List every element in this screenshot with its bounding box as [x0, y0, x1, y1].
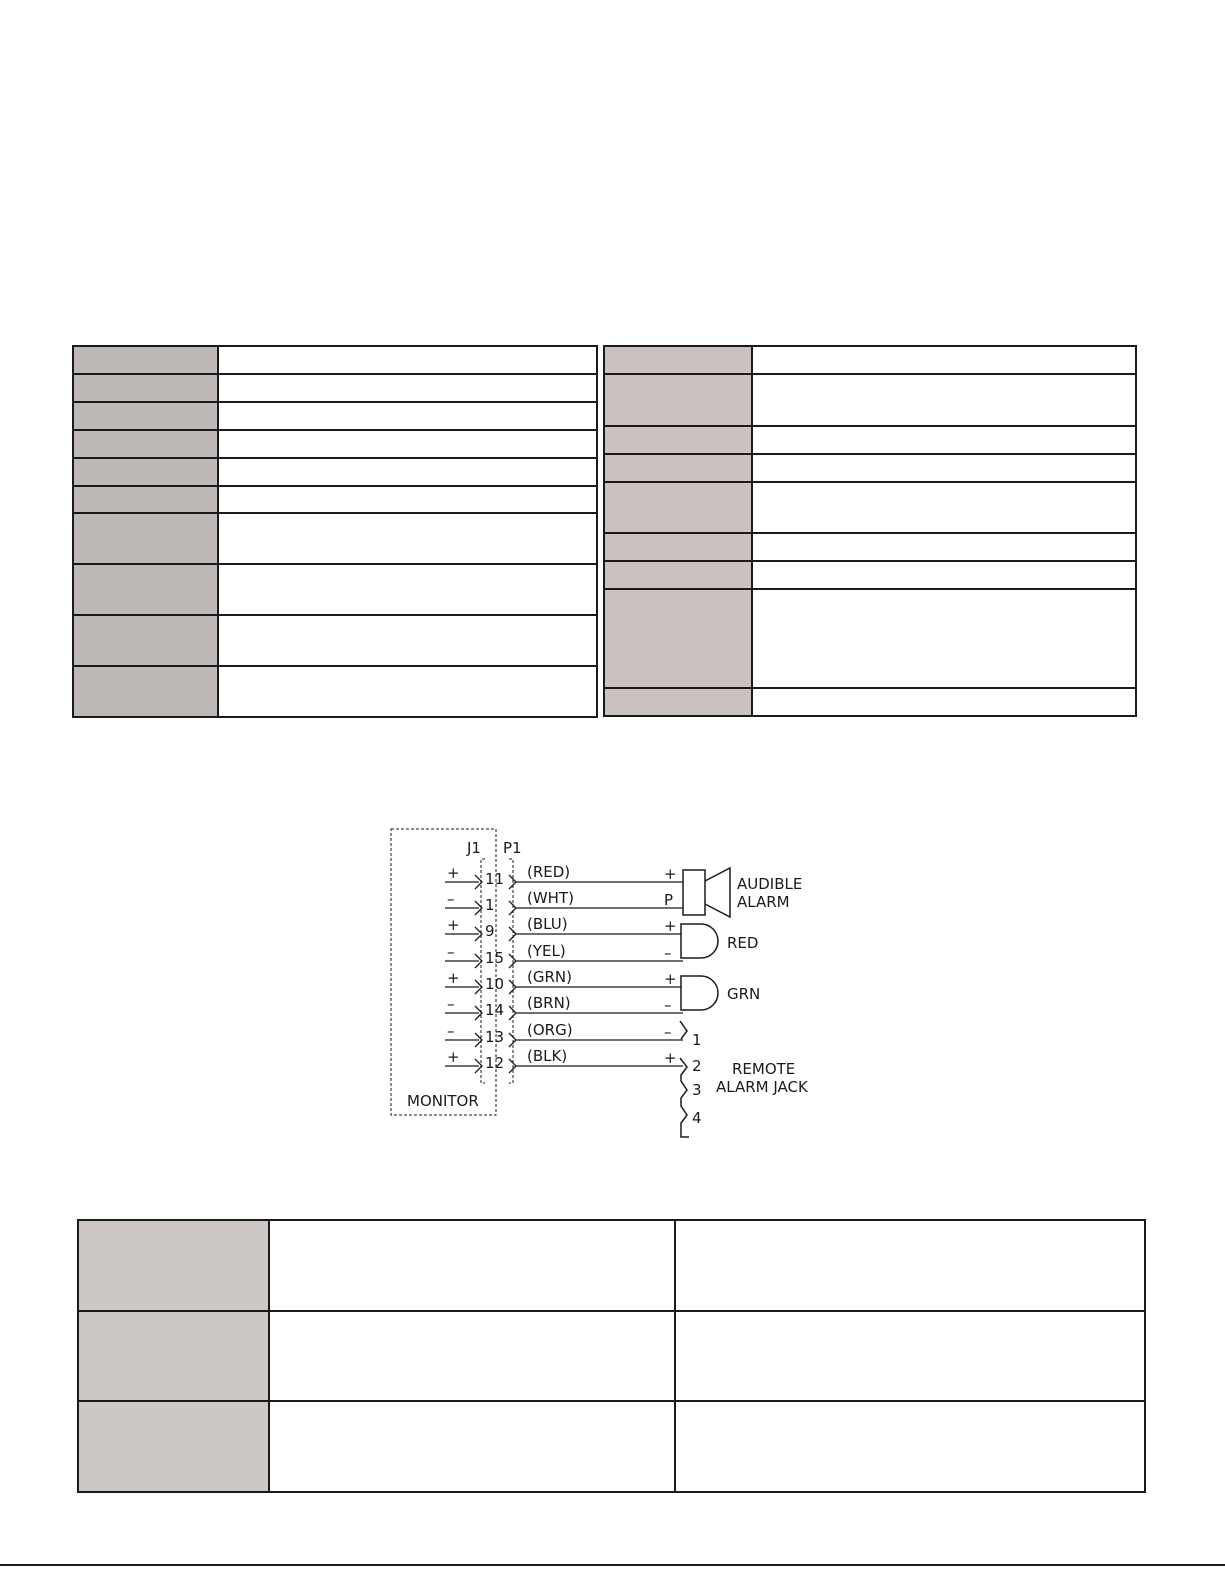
- wire-pin-number: 13: [485, 1028, 505, 1046]
- wire-polarity: +: [447, 969, 460, 987]
- wire-pin-number: 12: [485, 1054, 505, 1072]
- spec-table-left: [72, 345, 598, 718]
- audible-alarm-icon: [683, 870, 705, 915]
- spec-value-cell: [218, 564, 597, 615]
- wire-polarity: –: [447, 943, 455, 961]
- p1-connector-bracket: [509, 859, 513, 1083]
- wire-pin-number: 14: [485, 1001, 505, 1019]
- spec-value-cell: [752, 346, 1136, 374]
- spec-value-cell: [218, 402, 597, 430]
- spec-value-cell: [752, 561, 1136, 589]
- spec-label-cell: [73, 346, 218, 374]
- spec-label-cell: [604, 482, 752, 533]
- spec-value-cell: [752, 589, 1136, 688]
- wire-color-label: (BLU): [527, 915, 568, 933]
- red-lamp-icon: [681, 924, 718, 958]
- spec-label-cell: [73, 486, 218, 513]
- spec-value-cell: [218, 666, 597, 717]
- wire-pin-number: 9: [485, 922, 495, 940]
- status-value-cell: [675, 1220, 1145, 1311]
- status-value-cell: [269, 1220, 675, 1311]
- remote-pin-2: 2: [692, 1057, 702, 1075]
- wire-color-label: (BRN): [527, 994, 571, 1012]
- spec-label-cell: [73, 513, 218, 564]
- green-lamp-label: GRN: [727, 985, 761, 1003]
- device-terminal-label: +: [664, 1049, 677, 1067]
- page-bottom-rule: [0, 1564, 1225, 1566]
- remote-pin-3: 3: [692, 1081, 702, 1099]
- spec-value-cell: [752, 374, 1136, 426]
- remote-pin-1: 1: [692, 1031, 702, 1049]
- wire-color-label: (BLK): [527, 1047, 568, 1065]
- j1-connector-bracket: [481, 859, 485, 1083]
- wire-pin-number: 1: [485, 896, 495, 914]
- spec-label-cell: [73, 666, 218, 717]
- device-terminal-label: –: [664, 996, 672, 1014]
- wire-polarity: –: [447, 995, 455, 1013]
- status-value-cell: [675, 1401, 1145, 1492]
- spec-value-cell: [752, 482, 1136, 533]
- spec-label-cell: [73, 564, 218, 615]
- spec-table-right: [603, 345, 1137, 717]
- remote-jack-label-line2: ALARM JACK: [716, 1078, 808, 1096]
- spec-label-cell: [604, 454, 752, 482]
- spec-value-cell: [218, 430, 597, 458]
- device-terminal-label: –: [664, 944, 672, 962]
- monitor-enclosure: [391, 829, 496, 1115]
- status-value-cell: [269, 1311, 675, 1401]
- status-table: [77, 1219, 1146, 1493]
- status-value-cell: [675, 1311, 1145, 1401]
- remote-pin-4: 4: [692, 1109, 702, 1127]
- spec-label-cell: [604, 374, 752, 426]
- monitor-label: MONITOR: [407, 1092, 479, 1110]
- spec-value-cell: [218, 615, 597, 666]
- wire-color-label: (ORG): [527, 1021, 573, 1039]
- wire-polarity: +: [447, 1048, 460, 1066]
- wire-color-label: (YEL): [527, 942, 566, 960]
- spec-value-cell: [752, 533, 1136, 561]
- p1-label: P1: [503, 839, 522, 857]
- wire-color-label: (RED): [527, 863, 571, 881]
- spec-value-cell: [752, 688, 1136, 716]
- device-terminal-label: +: [664, 917, 677, 935]
- spec-label-cell: [604, 561, 752, 589]
- j1-label: J1: [467, 839, 481, 857]
- status-label-cell: [78, 1401, 269, 1492]
- device-terminal-label: –: [664, 1023, 672, 1041]
- spec-value-cell: [218, 346, 597, 374]
- remote-jack-contacts-icon: [680, 1021, 689, 1137]
- spec-label-cell: [604, 688, 752, 716]
- plug-contact-icon: [509, 927, 516, 941]
- spec-value-cell: [218, 513, 597, 564]
- spec-label-cell: [73, 430, 218, 458]
- spec-value-cell: [752, 454, 1136, 482]
- spec-label-cell: [604, 346, 752, 374]
- spec-label-cell: [73, 458, 218, 486]
- wire-pin-number: 11: [485, 870, 505, 888]
- audible-alarm-label-line1: AUDIBLE: [737, 875, 803, 893]
- spec-value-cell: [218, 458, 597, 486]
- device-terminal-label: +: [664, 970, 677, 988]
- wire-polarity: +: [447, 864, 460, 882]
- wire-color-label: (WHT): [527, 889, 574, 907]
- wire-polarity: +: [447, 916, 460, 934]
- spec-label-cell: [73, 374, 218, 402]
- spec-value-cell: [218, 486, 597, 513]
- status-label-cell: [78, 1220, 269, 1311]
- wire-pin-number: 10: [485, 975, 505, 993]
- spec-label-cell: [604, 426, 752, 454]
- spec-value-cell: [752, 426, 1136, 454]
- device-terminal-label: +: [664, 865, 677, 883]
- wire-color-label: (GRN): [527, 968, 572, 986]
- speaker-horn-icon: [705, 868, 730, 917]
- device-terminal-label: P: [664, 891, 674, 909]
- spec-label-cell: [73, 402, 218, 430]
- status-label-cell: [78, 1311, 269, 1401]
- wire-polarity: –: [447, 890, 455, 908]
- red-lamp-label: RED: [727, 934, 759, 952]
- audible-alarm-label-line2: ALARM: [737, 893, 790, 911]
- spec-label-cell: [73, 615, 218, 666]
- remote-jack-label-line1: REMOTE: [732, 1060, 796, 1078]
- green-lamp-icon: [681, 976, 718, 1010]
- spec-label-cell: [604, 589, 752, 688]
- spec-label-cell: [604, 533, 752, 561]
- spec-value-cell: [218, 374, 597, 402]
- wire-pin-number: 15: [485, 949, 505, 967]
- wiring-diagram: [385, 825, 825, 1150]
- status-value-cell: [269, 1401, 675, 1492]
- wire-polarity: –: [447, 1022, 455, 1040]
